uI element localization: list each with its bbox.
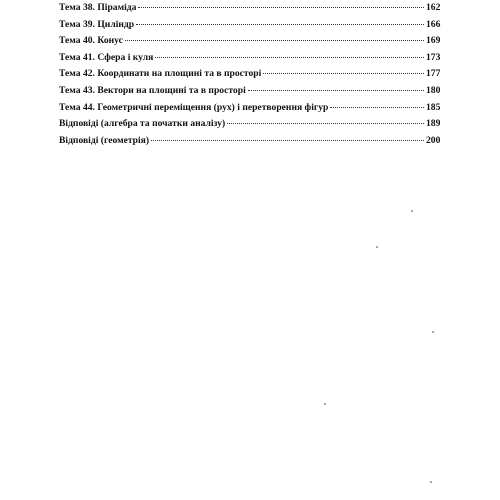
- toc-entry-title: Відповіді (алгебра та початки аналізу): [59, 118, 226, 130]
- toc-entry-page: 200: [426, 134, 441, 146]
- toc-dot-leader: [136, 24, 424, 25]
- toc-entry: [59, 83, 440, 100]
- toc-dot-leader: [151, 140, 424, 141]
- toc-entry-title: Відповіді (геометрія): [59, 134, 150, 146]
- scan-speck: [376, 246, 378, 248]
- toc-dot-leader: [330, 107, 424, 108]
- toc-entry-page: 173: [426, 51, 441, 63]
- toc-entry-title: Тема 42. Координати на площині та в просторі: [59, 68, 262, 80]
- toc-dot-leader: [263, 73, 424, 74]
- toc-entry-page: 162: [426, 2, 441, 13]
- toc-entry: [59, 0, 440, 17]
- toc-entry: [59, 17, 440, 34]
- toc-entry: [59, 66, 440, 83]
- toc-entry-title: Тема 41. Сфера і куля: [59, 51, 154, 63]
- scan-speck: [432, 331, 434, 333]
- toc-entry-page: 177: [426, 68, 441, 80]
- toc-dot-leader: [227, 123, 424, 124]
- toc-entry: [59, 50, 440, 67]
- toc-dot-leader: [125, 40, 424, 41]
- toc-entry-title: Тема 43. Вектори на площині та в просторі: [59, 84, 246, 96]
- toc-dot-leader: [138, 7, 424, 8]
- scan-speck: [430, 481, 432, 483]
- toc-entry-title: Тема 38. Піраміда: [59, 2, 137, 13]
- toc-entry-page: 166: [426, 18, 441, 30]
- toc-dot-leader: [248, 90, 424, 91]
- table-of-contents: [59, 0, 440, 149]
- toc-entry-title: Тема 44. Геометричні переміщення (рух) і перетворення фігур: [59, 101, 329, 113]
- toc-entry-title: Тема 40. Конус: [59, 35, 123, 47]
- toc-entry-page: 185: [426, 101, 441, 113]
- toc-entry: [59, 116, 440, 133]
- toc-entry-page: 169: [426, 35, 441, 47]
- toc-entry: [59, 133, 440, 150]
- toc-entry-page: 189: [426, 118, 441, 130]
- scan-speck: [324, 403, 326, 405]
- toc-entry: [59, 33, 440, 50]
- toc-dot-leader: [155, 57, 424, 58]
- scan-speck: [411, 210, 413, 212]
- toc-entry: [59, 100, 440, 117]
- toc-entry-page: 180: [426, 84, 441, 96]
- toc-entry-title: Тема 39. Циліндр: [59, 18, 135, 30]
